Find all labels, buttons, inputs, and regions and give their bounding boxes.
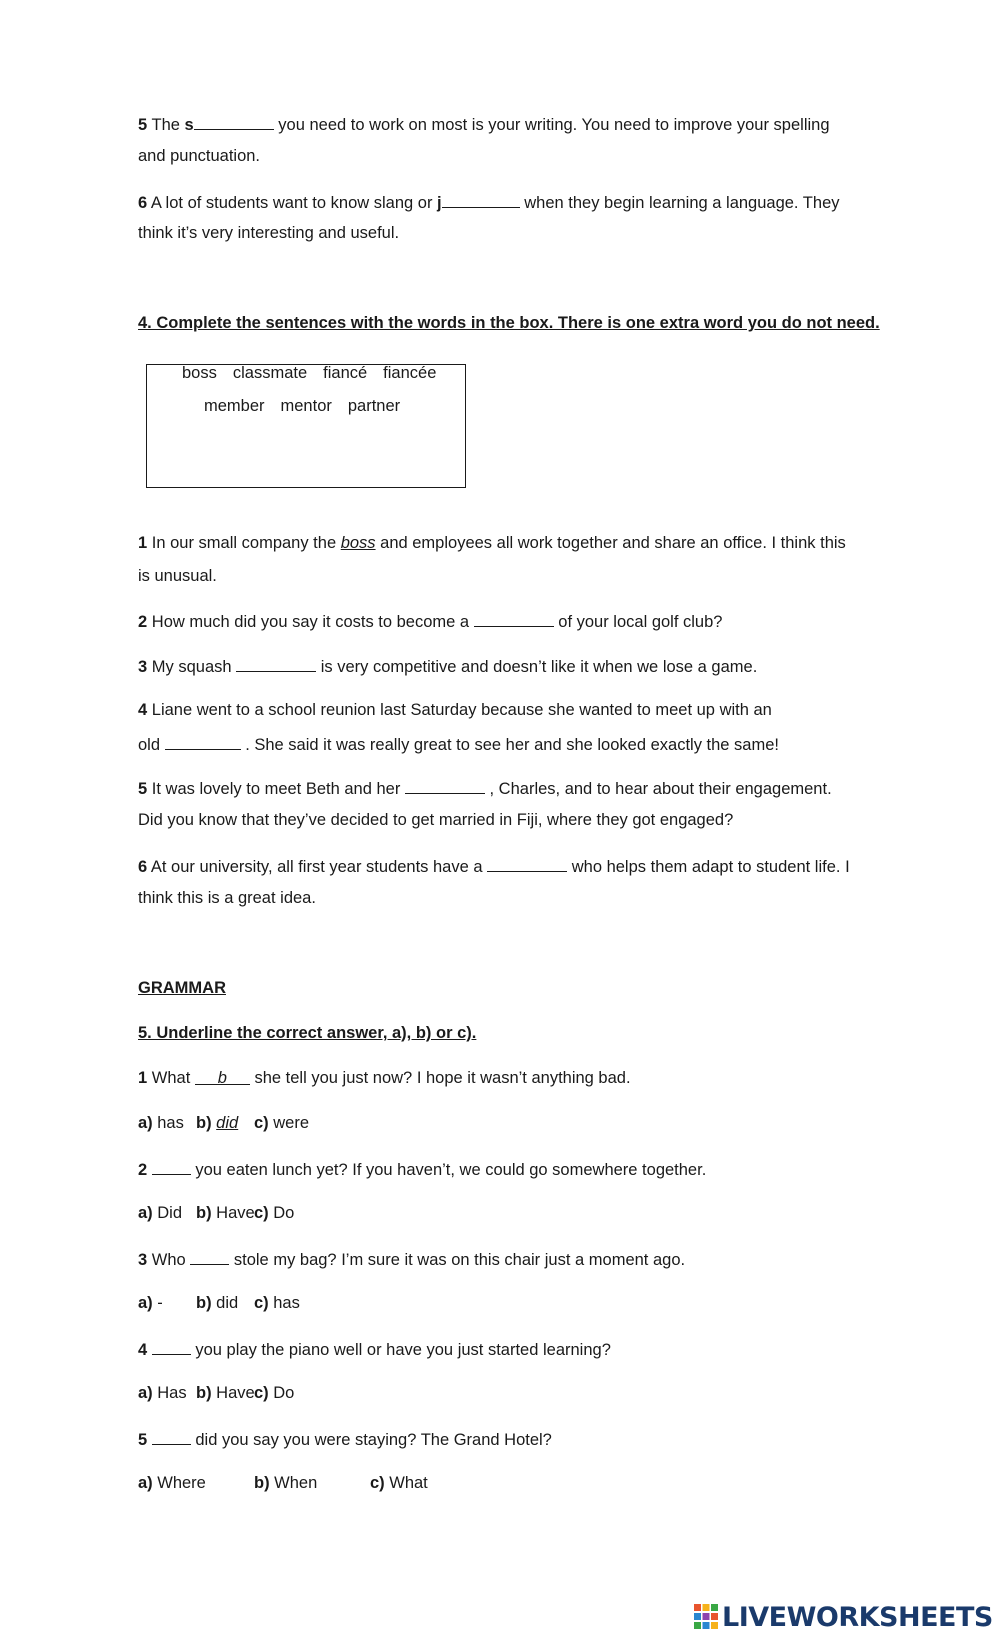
grammar-title: GRAMMAR: [138, 979, 226, 997]
liveworksheets-grid-icon: [693, 1603, 719, 1631]
grammar-q1-options: [138, 1114, 309, 1133]
answer-blank[interactable]: [487, 856, 567, 872]
answer-blank[interactable]: [152, 1159, 191, 1175]
option-a[interactable]: a) Did: [138, 1204, 183, 1222]
answer-blank[interactable]: [152, 1339, 191, 1355]
grammar-q2: 2 you eaten lunch yet? If you haven’t, we could go somewhere together.: [138, 1161, 707, 1179]
answer-blank[interactable]: [165, 734, 241, 750]
word-box: [146, 364, 466, 488]
ex4-item-2: 2 How much did you say it costs to become a of your local golf club?: [138, 613, 723, 631]
answer-blank[interactable]: [405, 778, 485, 794]
word-boss: boss: [182, 364, 217, 382]
grammar-q1: 1 What b she tell you just now? I hope it wasn’t anything bad.: [138, 1069, 631, 1087]
option-c[interactable]: c) has: [254, 1294, 300, 1312]
grammar-q4-options: [138, 1384, 294, 1403]
word-fiance: fiancé: [323, 364, 368, 382]
option-c[interactable]: c) Do: [254, 1384, 295, 1402]
answer-blank[interactable]: b: [195, 1069, 250, 1085]
option-b[interactable]: b) did: [196, 1114, 239, 1132]
grammar-q3-options: [138, 1294, 300, 1313]
option-b[interactable]: b) Have: [196, 1204, 255, 1222]
answer-blank[interactable]: [474, 611, 554, 627]
word-partner: partner: [347, 397, 401, 415]
word-classmate: classmate: [232, 364, 308, 382]
logo-text: LIVEWORKSHEETS: [722, 1601, 993, 1633]
option-c[interactable]: c) were: [254, 1114, 310, 1132]
grammar-q5-options: [138, 1474, 428, 1493]
word-mentor: mentor: [280, 397, 332, 415]
word-box-row-2: [204, 397, 400, 416]
word-member: member: [204, 397, 265, 415]
option-c[interactable]: c) What: [370, 1474, 428, 1492]
ex5-heading: 5. Underline the correct answer, a), b) or c).: [138, 1024, 477, 1042]
example-answer: boss: [340, 534, 376, 552]
ex4-item-6: 6 At our university, all first year students have a who helps them adapt to student life. I: [138, 858, 850, 876]
ex4-item-4: 4 Liane went to a school reunion last Saturday because she wanted to meet up with an: [138, 701, 772, 719]
answer-blank[interactable]: [194, 114, 274, 130]
ex4-item-6-cont: think this is a great idea.: [138, 889, 316, 907]
answer-blank[interactable]: [442, 192, 520, 208]
answer-blank[interactable]: [190, 1249, 229, 1265]
word-box-row-1: [182, 364, 436, 383]
ex4-item-5: 5 It was lovely to meet Beth and her , Charles, and to hear about their engagement.: [138, 780, 832, 798]
option-b[interactable]: b) did: [196, 1294, 239, 1312]
liveworksheets-logo: [693, 1600, 993, 1634]
option-a[interactable]: a) -: [138, 1294, 163, 1312]
ex4-item-4-cont: old . She said it was really great to see her and she looked exactly the same!: [138, 736, 779, 754]
ex3-item-6-cont: think it’s very interesting and useful.: [138, 224, 400, 242]
option-a[interactable]: a) Where: [138, 1474, 206, 1492]
option-a[interactable]: a) has: [138, 1114, 184, 1132]
ex4-heading: 4. Complete the sentences with the words in the box. There is one extra word you do not need.: [138, 314, 880, 332]
option-a[interactable]: a) Has: [138, 1384, 187, 1402]
ex4-item-3: 3 My squash is very competitive and doesn’t like it when we lose a game.: [138, 658, 758, 676]
answer-blank[interactable]: [236, 656, 316, 672]
ex3-item-5-cont: and punctuation.: [138, 147, 261, 165]
ex3-item-6: 6 A lot of students want to know slang or j when they begin learning a language. They: [138, 194, 840, 212]
option-c[interactable]: c) Do: [254, 1204, 295, 1222]
option-b[interactable]: b) When: [254, 1474, 318, 1492]
ex3-item-5: 5 The s you need to work on most is your writing. You need to improve your spelling: [138, 116, 830, 134]
word-fiancee: fiancée: [383, 364, 437, 382]
answer-blank[interactable]: [152, 1429, 191, 1445]
ex4-item-1-cont: is unusual.: [138, 567, 217, 585]
grammar-q3: 3 Who stole my bag? I’m sure it was on this chair just a moment ago.: [138, 1251, 686, 1269]
option-b[interactable]: b) Have: [196, 1384, 255, 1402]
ex4-item-1: 1 In our small company the boss and employees all work together and share an office. I think this: [138, 534, 846, 552]
grammar-q4: 4 you play the piano well or have you just started learning?: [138, 1341, 611, 1359]
ex4-item-5-cont: Did you know that they’ve decided to get married in Fiji, where they got engaged?: [138, 811, 734, 829]
grammar-q2-options: [138, 1204, 294, 1223]
grammar-q5: 5 did you say you were staying? The Grand Hotel?: [138, 1431, 552, 1449]
